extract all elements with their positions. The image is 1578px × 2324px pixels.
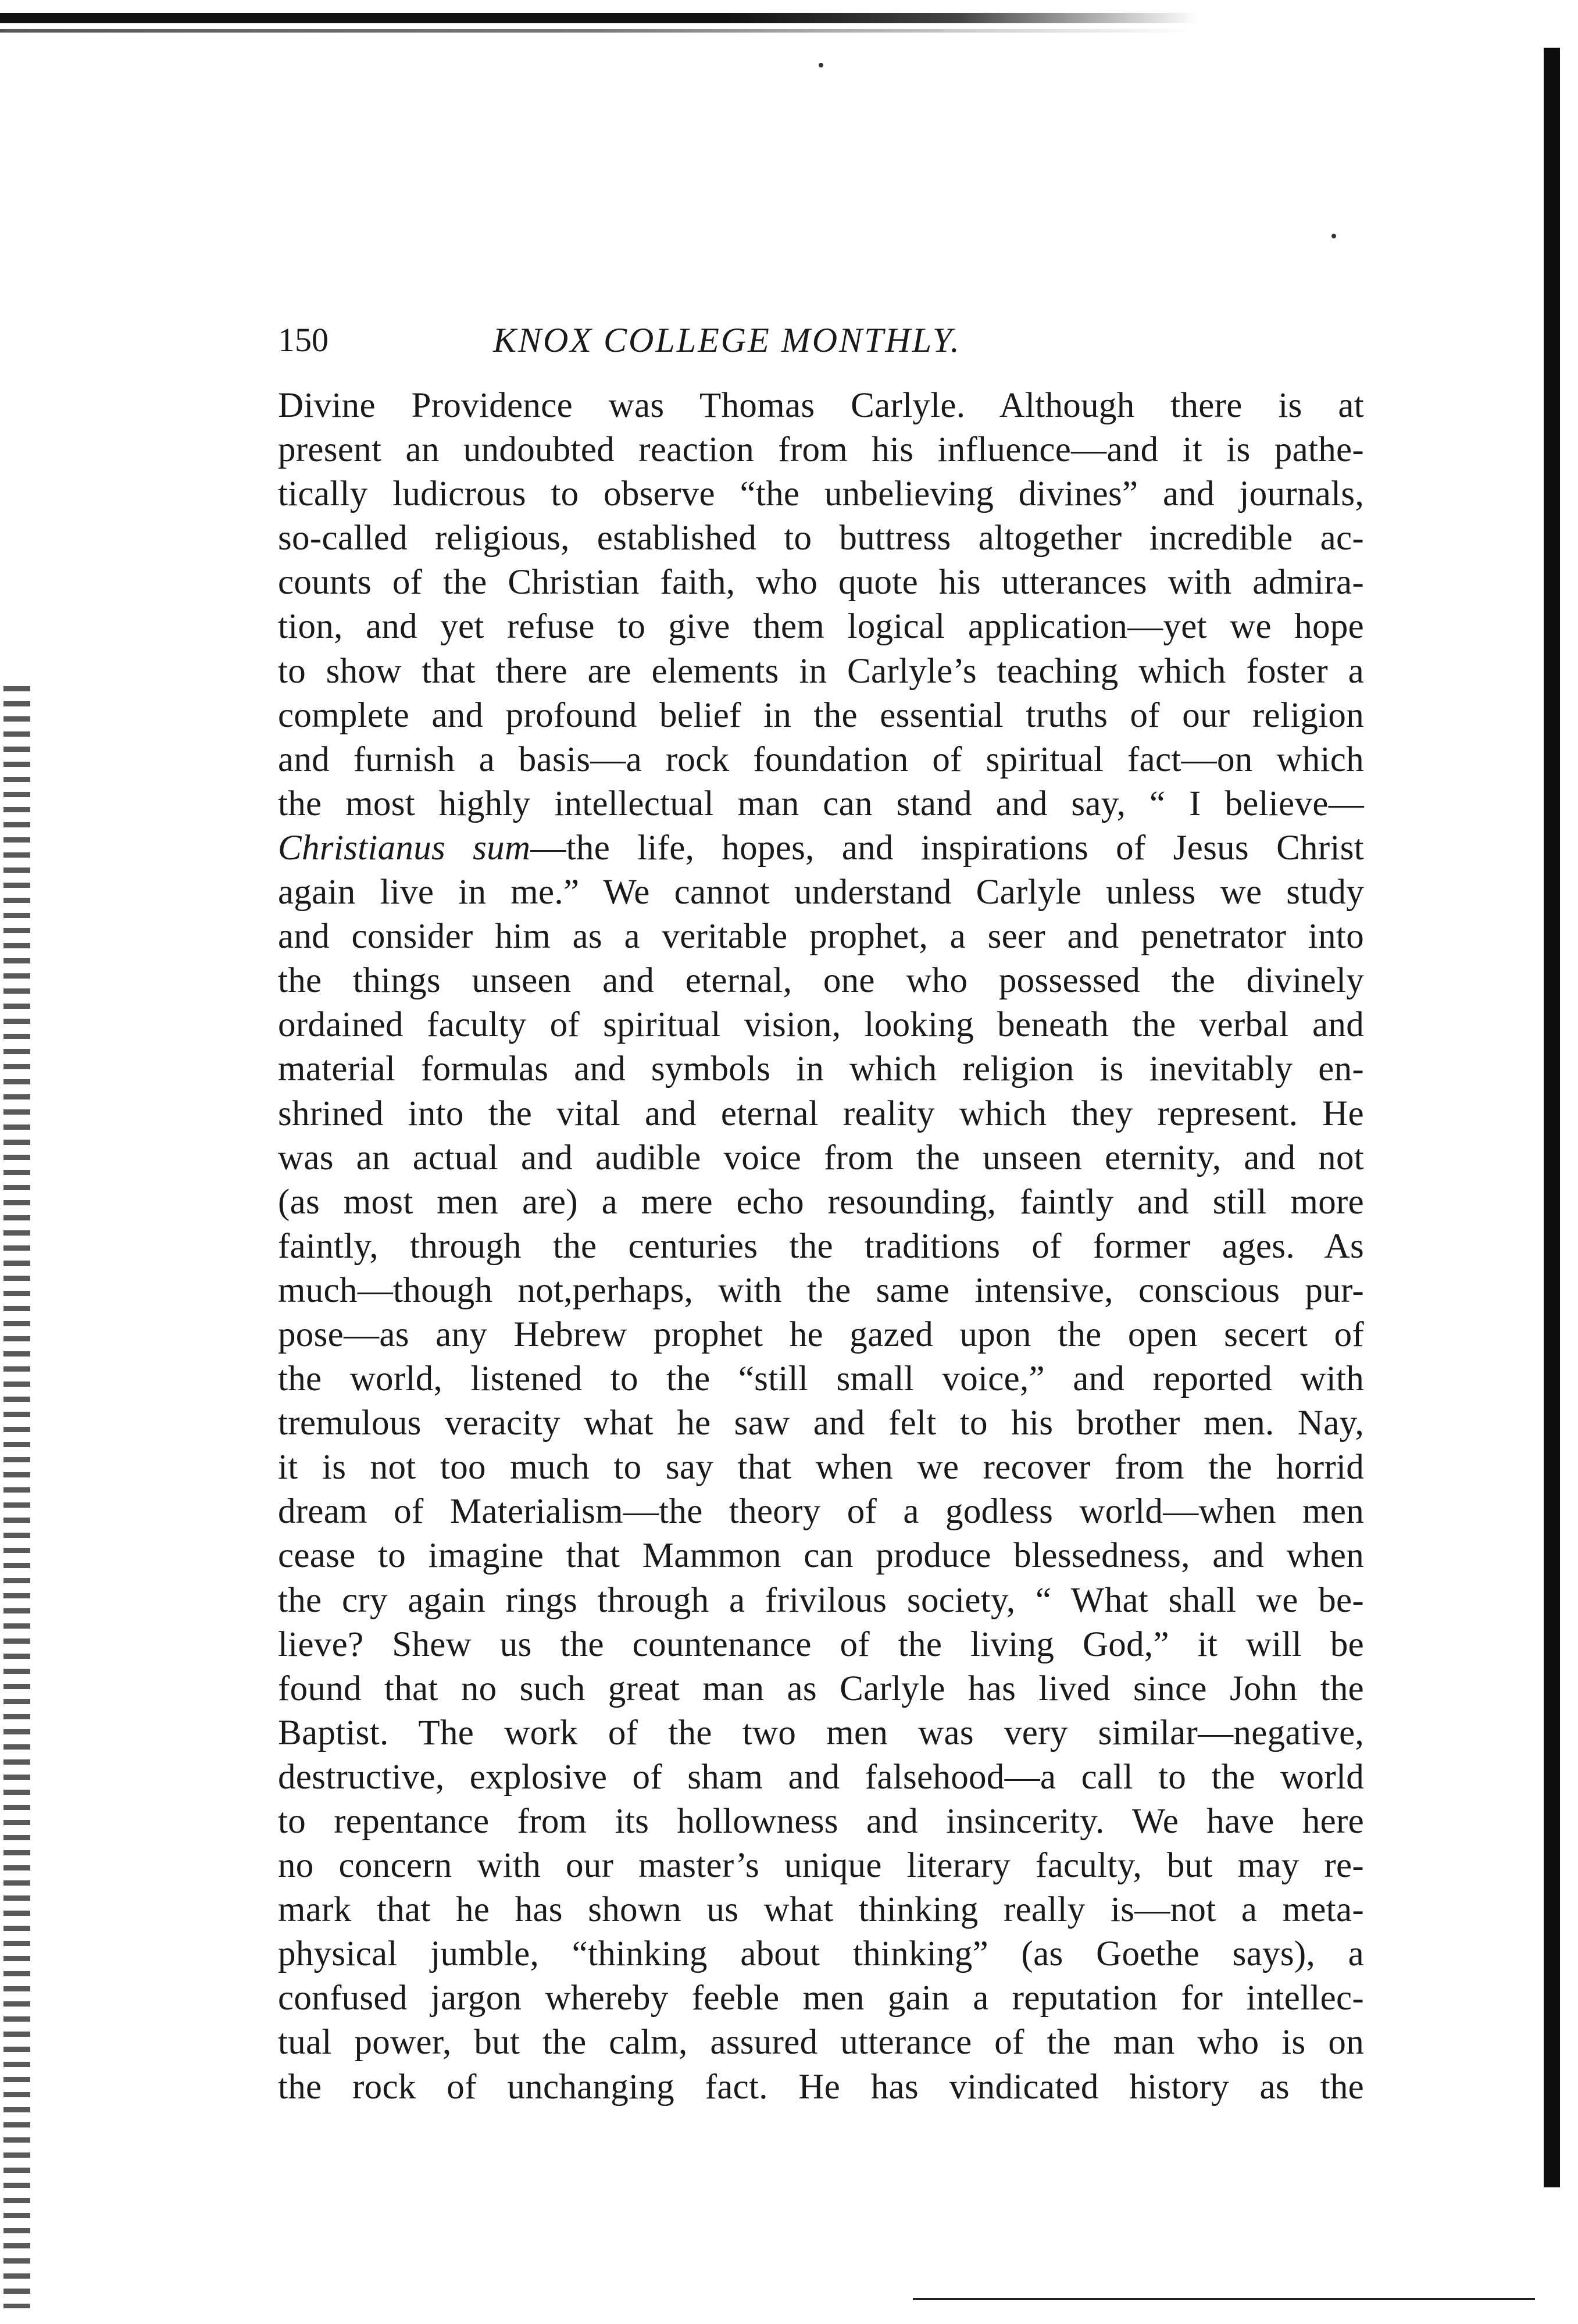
text-line: confused jargon whereby feeble men gain a reputation for intellec- — [278, 1979, 1364, 2018]
scan-speck — [819, 63, 823, 67]
scan-border-bottom — [913, 2298, 1535, 2300]
text-line: cease to imagine that Mammon can produce blessedness, and when — [278, 1536, 1364, 1576]
text-line: complete and profound belief in the essential truths of our religion — [278, 695, 1364, 735]
scan-binding-edge — [3, 686, 30, 2308]
text-line: was an actual and audible voice from the unseen eternity, and not — [278, 1138, 1364, 1177]
scan-border-right — [1544, 48, 1560, 2187]
text-line: found that no such great man as Carlyle has lived since John the — [278, 1669, 1364, 1708]
scan-border-top-thin — [0, 29, 1192, 33]
text-line: the cry again rings through a frivilous society, “ What shall we be- — [278, 1580, 1364, 1620]
text-line: tual power, but the calm, assured utterance of the man who is on — [278, 2023, 1364, 2062]
article-body — [278, 384, 1364, 2109]
text-line: tically ludicrous to observe “the unbelieving divines” and journals, — [278, 474, 1364, 514]
text-line: much—though not,perhaps, with the same intensive, conscious pur- — [278, 1270, 1364, 1310]
page-header — [278, 314, 1377, 366]
text-line: faintly, through the centuries the traditions of former ages. As — [278, 1226, 1364, 1266]
text-line: the things unseen and eternal, one who possessed the divinely — [278, 961, 1364, 1001]
text-line-rest: —the life, hopes, and inspirations of Jesus Christ — [530, 828, 1364, 868]
text-line: destructive, explosive of sham and falsehood—a call to the world — [278, 1757, 1364, 1797]
text-line: counts of the Christian faith, who quote his utterances with admira- — [278, 563, 1364, 602]
text-line: Baptist. The work of the two men was very similar—negative, — [278, 1713, 1364, 1752]
text-line: tion, and yet refuse to give them logical application—yet we hope — [278, 607, 1364, 647]
scan-speck — [1331, 234, 1336, 238]
text-line: and furnish a basis—a rock foundation of spiritual fact—on which — [278, 740, 1364, 779]
text-line: tremulous veracity what he saw and felt to his brother men. Nay, — [278, 1404, 1364, 1443]
text-line: mark that he has shown us what thinking really is—not a meta- — [278, 1890, 1364, 1930]
text-line: dream of Materialism—the theory of a godless world—when men — [278, 1492, 1364, 1532]
scan-border-top — [0, 13, 1198, 23]
text-line: pose—as any Hebrew prophet he gazed upon the open secert of — [278, 1315, 1364, 1354]
page-number: 150 — [278, 321, 329, 359]
text-line: to show that there are elements in Carlyle’s teaching which foster a — [278, 651, 1364, 691]
text-line: (as most men are) a mere echo resounding, faintly and still more — [278, 1182, 1364, 1222]
text-line: shrined into the vital and eternal reality which they represent. He — [278, 1094, 1364, 1133]
text-line: no concern with our master’s unique literary faculty, but may re- — [278, 1846, 1364, 1886]
text-line: to repentance from its hollowness and insincerity. We have here — [278, 1802, 1364, 1841]
text-line: it is not too much to say that when we recover from the horrid — [278, 1448, 1364, 1487]
text-line-latin — [278, 826, 1364, 870]
text-line: Divine Providence was Thomas Carlyle. Although there is at — [278, 386, 1364, 425]
running-head: KNOX COLLEGE MONTHLY. — [493, 321, 961, 359]
text-line: present an undoubted reaction from his influence—and it is pathe- — [278, 430, 1364, 470]
text-line: and consider him as a veritable prophet, a seer and penetrator into — [278, 917, 1364, 956]
text-line: material formulas and symbols in which religion is inevitably en- — [278, 1049, 1364, 1089]
text-line: again live in me.” We cannot understand Carlyle unless we study — [278, 873, 1364, 912]
text-line: ordained faculty of spiritual vision, looking beneath the verbal and — [278, 1005, 1364, 1045]
text-line: physical jumble, “thinking about thinking” (as Goethe says), a — [278, 1934, 1364, 1974]
text-line: the most highly intellectual man can stand and say, “ I believe— — [278, 784, 1364, 823]
text-line: lieve? Shew us the countenance of the living God,” it will be — [278, 1625, 1364, 1664]
latin-phrase: Christianus sum — [278, 828, 531, 868]
text-line: the rock of unchanging fact. He has vindicated history as the — [278, 2067, 1364, 2107]
text-line: the world, listened to the “still small voice,” and reported with — [278, 1359, 1364, 1399]
text-line: so-called religious, established to buttress altogether incredible ac- — [278, 519, 1364, 558]
